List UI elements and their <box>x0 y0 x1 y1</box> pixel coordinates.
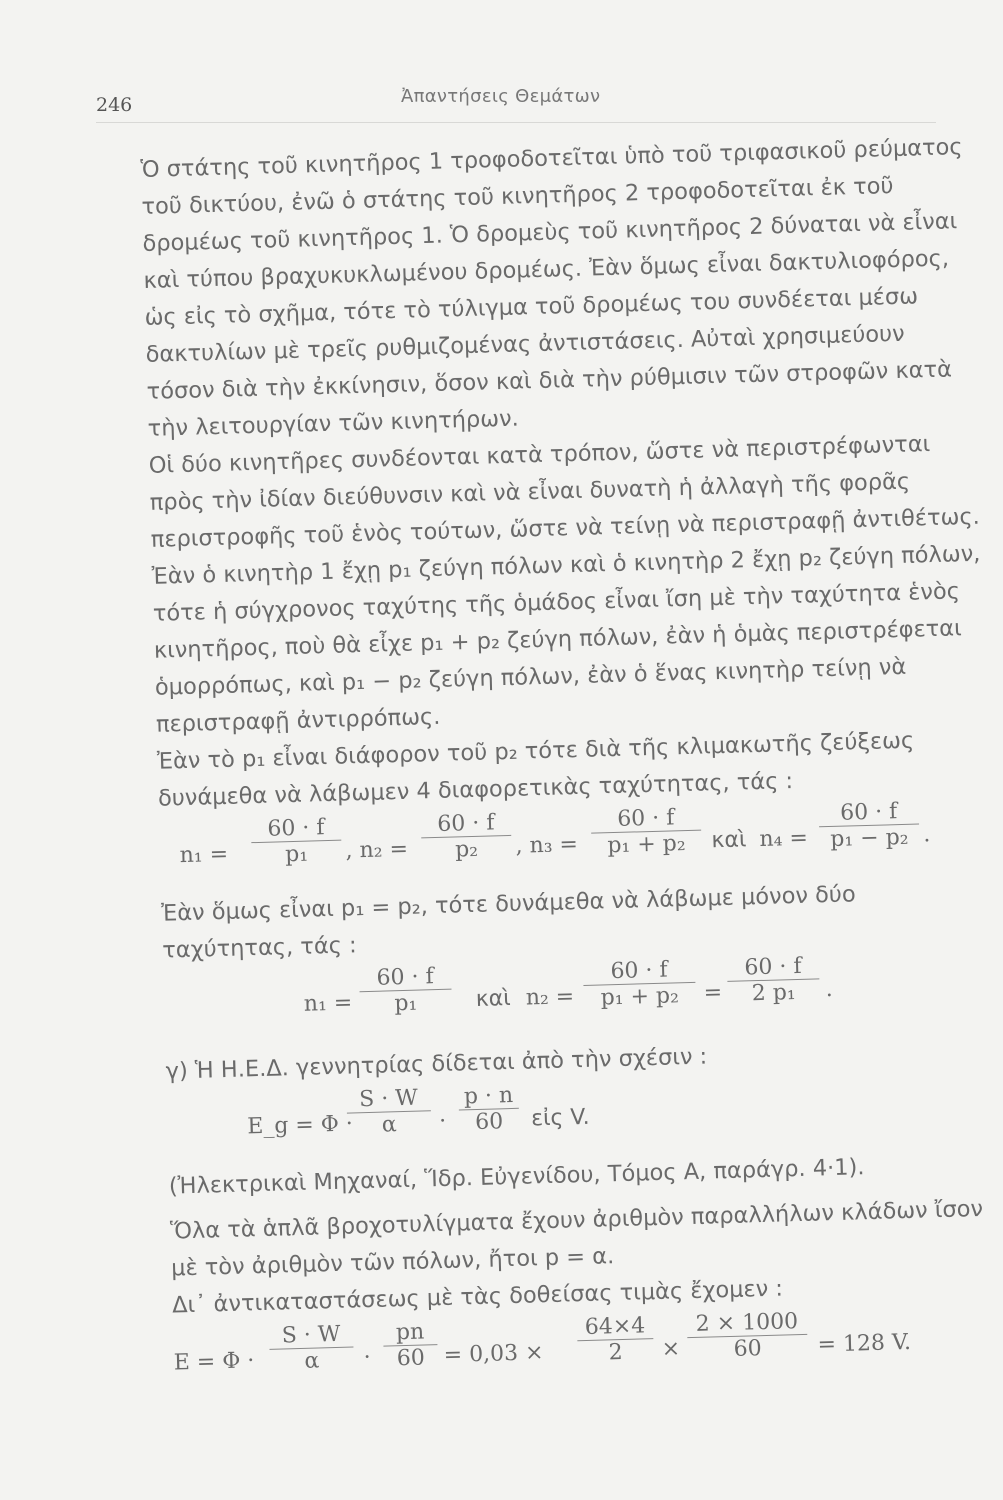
eq1-frac1-den: p₁ <box>284 841 309 868</box>
eq2-frac2-den: p₁ + p₂ <box>600 983 680 1011</box>
eq3-lhs: E_g = Φ · <box>246 1111 354 1140</box>
eq4-mid: = 0,03 × <box>443 1340 544 1368</box>
paragraph-lap-windings: Ὅλα τὰ ἁπλᾶ βροχοτυλίγματα ἔχουν ἀριθμὸν παραλλήλων κλάδων ἴσον μὲ τὸν ἀριθμὸν τῶν πόλων, ἤτοι p = α. <box>169 1195 984 1282</box>
eq4-dot: · <box>363 1345 372 1371</box>
eq4-lhs: E = Φ · <box>173 1348 255 1376</box>
eq2-frac3 <box>727 953 820 1007</box>
eq1-end: . <box>923 822 931 848</box>
eq1-frac4 <box>818 799 919 853</box>
eq3-frac2 <box>458 1083 519 1136</box>
eq1-n4: n₄ = <box>759 825 809 852</box>
eq1-frac3 <box>590 805 701 859</box>
paragraph-reference: (Ἠλεκτρικαὶ Μηχαναί, Ἵδρ. Εὐγενίδου, Τόμος Α, παράγρ. 4·1). <box>168 1154 865 1200</box>
page-number: 246 <box>96 94 133 116</box>
page-body <box>140 129 1003 1403</box>
eq3-frac1-den: α <box>381 1112 398 1138</box>
eq3-unit: εἰς V. <box>530 1104 590 1132</box>
eq4-frac3-num: 64×4 <box>577 1313 654 1341</box>
eq1-n3: , n₃ = <box>515 832 579 859</box>
eq3-frac1-num: S · W <box>346 1085 431 1113</box>
eq2-kai: καὶ <box>475 985 512 1012</box>
eq4-frac3-den: 2 <box>608 1339 624 1366</box>
eq1-n1: n₁ = <box>179 841 229 869</box>
eq1-frac1-num: 60 · f <box>251 815 342 844</box>
paragraph-emf: γ) Ἡ Η.Ε.Δ. γεννητρίας δίδεται ἀπὸ τὴν σχέσιν : <box>165 1043 708 1085</box>
eq4-result: = 128 V. <box>817 1329 912 1358</box>
eq4-frac1-den: α <box>304 1348 320 1374</box>
eq3-frac1 <box>346 1085 431 1138</box>
eq1-n2: , n₂ = <box>345 836 409 864</box>
eq3-dot: · <box>438 1108 447 1135</box>
eq1-frac2-den: p₂ <box>454 836 479 863</box>
eq4-frac4-den: 60 <box>733 1336 763 1362</box>
eq1-frac2 <box>421 810 512 863</box>
eq2-end: . <box>825 976 834 1003</box>
eq3-frac2-den: 60 <box>474 1109 504 1136</box>
eq4-times: × <box>661 1336 681 1362</box>
eq1-kai: καὶ <box>711 827 747 854</box>
eq1-frac4-den: p₁ − p₂ <box>829 824 909 852</box>
eq2-frac2 <box>583 957 696 1011</box>
eq2-frac3-den: 2 p₁ <box>751 980 797 1007</box>
paragraph-pole-pairs: Οἱ δύο κινητῆρες συνδέονται κατὰ τρόπον, ὥστε νὰ περιστρέφωνται πρὸς τὴν ἰδίαν διεύθυνσιν καὶ νὰ εἶναι δυνατὴ ἡ ἀλλαγὴ τῆς φορᾶς περιστροφῆς τοῦ ἑνὸς τούτων, ὥστε νὰ τείνῃ νὰ περιστραφῇ ἀντιθέτως. Ἐὰν ὁ κινητὴρ 1 ἔχῃ p₁ ζεύγη πόλων καὶ ὁ κινητὴρ 2 ἔχῃ p₂ ζεύγη πόλων, τότε ἡ σύγχρονος ταχύτης τῆς ὁμάδος εἶναι ἴση μὲ τὴν ταχύτητα ἑνὸς κινητῆρος, ποὺ θὰ εἶχε p₁ + p₂ ζεύγη πόλων, ἐὰν ἡ ὁμὰς περιστρέφεται ὁμορρόπως, καὶ p₁ − p₂ ζεύγη πόλων, ἐὰν ὁ ἕνας κινητὴρ τείνῃ νὰ περιστραφῇ ἀντιρρόπως. <box>148 431 981 738</box>
eq4-frac1-num: S · W <box>269 1322 354 1350</box>
eq2-eq: = <box>703 980 723 1006</box>
header-rule <box>96 122 936 123</box>
paragraph-substitution: Δι᾽ ἀντικαταστάσεως μὲ τὰς δοθείσας τιμὰς ἔχομεν : <box>171 1275 784 1319</box>
eq2-n2: n₂ = <box>525 984 575 1011</box>
eq2-frac2-num: 60 · f <box>583 957 696 986</box>
eq4-frac2-num: pn <box>383 1319 438 1346</box>
eq1-frac3-num: 60 · f <box>590 805 701 834</box>
paragraph-four-speeds: Ἐὰν τὸ p₁ εἶναι διάφορον τοῦ p₂ τότε διὰ τῆς κλιμακωτῆς ζεύξεως δυνάμεθα νὰ λάβωμεν 4 διαφορετικὰς ταχύτητας, τάς : <box>156 727 915 812</box>
eq2-frac1-den: p₁ <box>394 990 418 1017</box>
running-title: Ἀπαντήσεις Θεμάτων <box>401 86 601 107</box>
eq2-frac1-num: 60 · f <box>359 964 452 993</box>
eq3-frac2-num: p · n <box>458 1083 519 1111</box>
paragraph-motor-description: Ὁ στάτης τοῦ κινητῆρος 1 τροφοδοτεῖται ὑπὸ τοῦ τριφασικοῦ ρεύματος τοῦ δικτύου, ἐνῶ ὁ στάτης τοῦ κινητῆρος 2 τροφοδοτεῖται ἐκ τοῦ δρομέως τοῦ κινητῆρος 1. Ὁ δρομεὺς τοῦ κινητῆρος 2 δύναται νὰ εἶναι καὶ τύπου βραχυκυκλωμένου δρομέως. Ἐὰν ὅμως εἶναι δακτυλιοφόρος, ὡς εἰς τὸ σχῆμα, τότε τὸ τύλιγμα τοῦ δρομέως του συνδέεται μέσω δακτυλίων μὲ τρεῖς ρυθμιζομένας ἀντιστάσεις. Αὐταὶ χρησιμεύουν τόσον διὰ τὴν ἐκκίνησιν, ὅσον καὶ διὰ τὴν ρύθμισιν τῶν στροφῶν κατὰ τὴν λειτουργίαν τῶν κινητήρων. <box>140 134 963 442</box>
eq4-frac1 <box>269 1322 354 1375</box>
page-header <box>96 80 936 120</box>
eq4-frac3 <box>577 1313 654 1366</box>
eq2-frac3-num: 60 · f <box>727 953 820 982</box>
eq4-frac4 <box>687 1309 808 1363</box>
eq4-frac2 <box>383 1319 438 1371</box>
eq4-frac4-num: 2 × 1000 <box>687 1309 808 1338</box>
eq1-frac3-den: p₁ + p₂ <box>607 831 686 859</box>
eq1-frac2-num: 60 · f <box>421 810 512 839</box>
eq2-n1: n₁ = <box>303 990 353 1017</box>
eq4-frac2-den: 60 <box>396 1345 426 1372</box>
eq2-frac1 <box>359 964 452 1018</box>
paragraph-equal-poles: Ἐὰν ὅμως εἶναι p₁ = p₂, τότε δυνάμεθα νὰ λάβωμε μόνον δύο ταχύτητας, τάς : <box>160 881 857 964</box>
eq1-frac4-num: 60 · f <box>818 799 919 828</box>
eq1-frac1 <box>251 815 342 868</box>
